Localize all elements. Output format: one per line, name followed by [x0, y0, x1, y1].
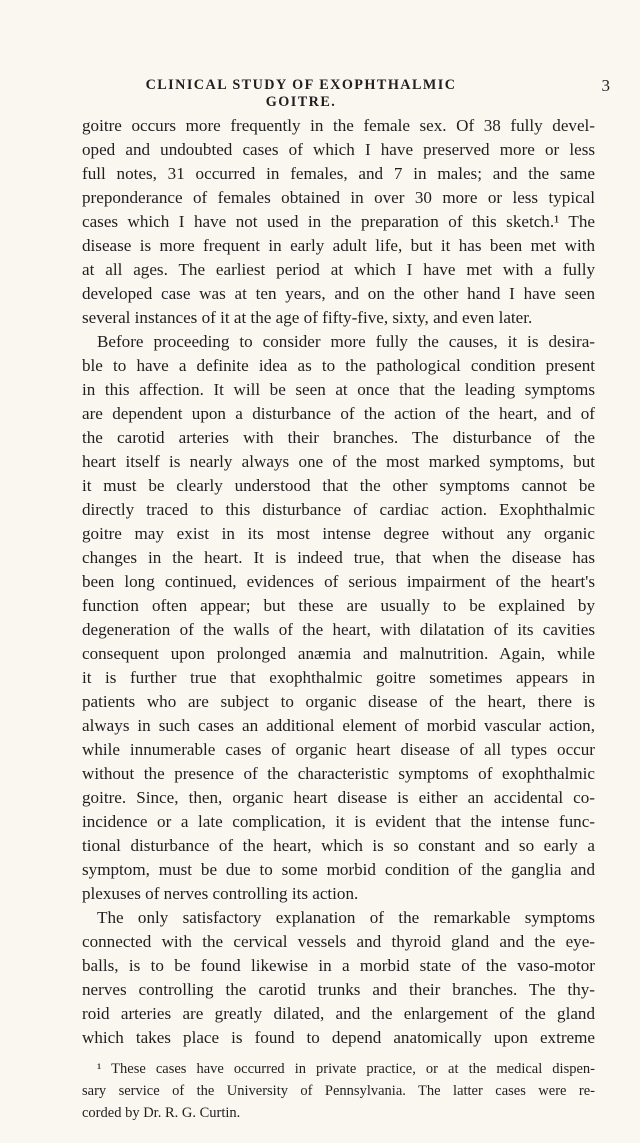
body-line: been long continued, evidences of serious impairment of the heart's [82, 572, 595, 591]
body-line: it must be clearly understood that the other symptoms cannot be [82, 476, 595, 495]
footnote-line: corded by Dr. R. G. Curtin. [82, 1105, 241, 1121]
body-line: consequent upon prolonged anæmia and malnutrition. Again, while [82, 644, 595, 663]
body-line: ble to have a definite idea as to the pathological condition present [82, 356, 595, 375]
body-line: in this affection. It will be seen at once that the leading symptoms [82, 380, 595, 399]
body-line: always in such cases an additional element of morbid vascular action, [82, 716, 595, 735]
body-line: while innumerable cases of organic heart disease of all types occur [82, 740, 595, 759]
footnote-line: sary service of the University of Pennsylvania. The latter cases were re- [82, 1083, 595, 1099]
body-line: which takes place is found to depend anatomically upon extreme [82, 1028, 595, 1047]
body-line: the carotid arteries with their branches. The disturbance of the [82, 428, 595, 447]
body-line: goitre occurs more frequently in the female sex. Of 38 fully devel- [82, 116, 595, 135]
body-line: oped and undoubted cases of which I have preserved more or less [82, 140, 595, 159]
body-line: incidence or a late complication, it is evident that the intense func- [82, 812, 595, 831]
body-line: The only satisfactory explanation of the remarkable symptoms [97, 908, 595, 927]
footnote-line: ¹ These cases have occurred in private practice, or at the medical dispen- [97, 1061, 595, 1077]
body-line: tional disturbance of the heart, which is so constant and so early a [82, 836, 595, 855]
body-line: symptom, must be due to some morbid condition of the ganglia and [82, 860, 595, 879]
body-line: roid arteries are greatly dilated, and the enlargement of the gland [82, 1004, 595, 1023]
body-line: degeneration of the walls of the heart, with dilatation of its cavities [82, 620, 595, 639]
body-line: balls, is to be found likewise in a morbid state of the vaso-motor [82, 956, 595, 975]
body-line: goitre. Since, then, organic heart disease is either an accidental co- [82, 788, 595, 807]
body-line: heart itself is nearly always one of the most marked symptoms, but [82, 452, 595, 471]
body-line: plexuses of nerves controlling its action. [82, 884, 359, 903]
body-line: Before proceeding to consider more fully the causes, it is desira- [97, 332, 595, 351]
body-line: patients who are subject to organic disease of the heart, there is [82, 692, 595, 711]
body-line: connected with the cervical vessels and thyroid gland and the eye- [82, 932, 595, 951]
body-line: several instances of it at the age of fifty-five, sixty, and even later. [82, 308, 533, 327]
body-line: at all ages. The earliest period at which I have met with a fully [82, 260, 595, 279]
body-line: goitre may exist in its most intense degree without any organic [82, 524, 595, 543]
body-line: disease is more frequent in early adult life, but it has been met with [82, 236, 595, 255]
body-line: function often appear; but these are usually to be explained by [82, 596, 595, 615]
body-line: are dependent upon a disturbance of the action of the heart, and of [82, 404, 595, 423]
body-line: cases which I have not used in the preparation of this sketch.¹ The [82, 212, 595, 231]
body-line: changes in the heart. It is indeed true, that when the disease has [82, 548, 595, 567]
body-line: developed case was at ten years, and on the other hand I have seen [82, 284, 595, 303]
body-line: full notes, 31 occurred in females, and 7 in males; and the same [82, 164, 595, 183]
body-line: nerves controlling the carotid trunks and their branches. The thy- [82, 980, 595, 999]
running-title: CLINICAL STUDY OF EXOPHTHALMIC GOITRE. [145, 77, 457, 110]
body-line: directly traced to this disturbance of cardiac action. Exophthalmic [82, 500, 595, 519]
page-number: 3 [601, 76, 610, 95]
body-line: preponderance of females obtained in over 30 more or less typical [82, 188, 595, 207]
body-line: without the presence of the characteristic symptoms of exophthalmic [82, 764, 595, 783]
body-line: it is further true that exophthalmic goitre sometimes appears in [82, 668, 595, 687]
